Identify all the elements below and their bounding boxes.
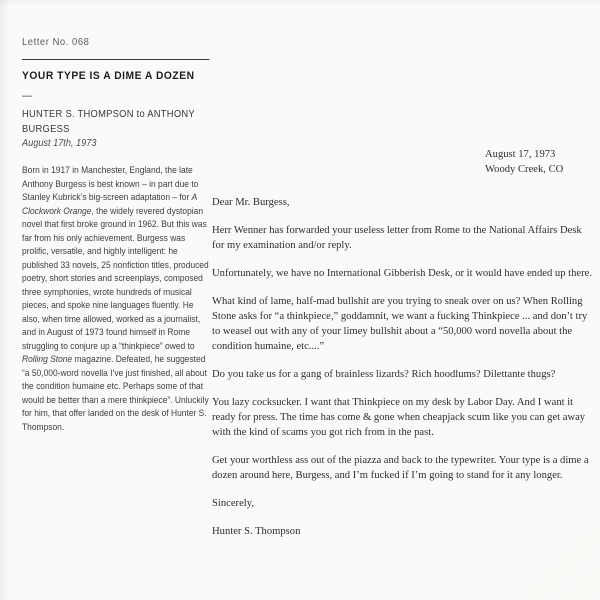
letter-paragraph: You lazy cocksucker. I want that Thinkpiece on my desk by Labor Day. And I want it ready for press. The time has come & gone when cheapjack scum like you can get away with the kind of scams you got rich from in the past. xyxy=(212,397,586,438)
letter-title: YOUR TYPE IS A DIME A DOZEN xyxy=(22,70,195,82)
letter-date: August 17, 1973 xyxy=(485,149,556,160)
letter-sidebar xyxy=(22,36,209,433)
correspondents: HUNTER S. THOMPSON to ANTHONY BURGESS xyxy=(22,109,195,135)
letter-paragraph: Unfortunately, we have no International Gibberish Desk, or it would have ended up there. xyxy=(212,268,592,279)
bio-magazine-title: Rolling Stone xyxy=(22,353,73,364)
letter-dateline xyxy=(485,147,594,177)
letter-paragraph: Do you take us for a gang of brainless lizards? Rich hoodlums? Dilettante thugs? xyxy=(212,369,556,380)
salutation: Dear Mr. Burgess, xyxy=(212,197,290,208)
signature: Hunter S. Thompson xyxy=(212,526,301,537)
letter-paragraph: What kind of lame, half-mad bullshit are you trying to sneak over on us? When Rolling Stone asks for “a thinkpiece,” goddamnit, we want a fucking Thinkpiece ... and don’t try to weasel out with any of your limey bullshit about a “50,000 word novella about the condition humaine, etc....” xyxy=(212,296,588,352)
title-dash: — xyxy=(22,90,32,102)
bio-text xyxy=(22,163,209,433)
sidebar-letter-date: August 17th, 1973 xyxy=(22,138,97,149)
bio-segment: , the widely revered dystopian novel that first broke ground in 1962. But this was far from his only achievement. Burgess was prolific, versatile, and highly intelligent: he published 33 novels, 25 nonfiction titles, produced poetry, short stories and screenplays, composed three symphonies, wrote hundreds of musical pieces, and spoke nine languages fluently. He also, when time allowed, worked as a journalist, and in August of 1973 found himself in Rome struggling to conjure up a “thinkpiece” owed to xyxy=(22,204,209,351)
sidebar-rule xyxy=(22,59,209,60)
letter-body xyxy=(212,147,594,552)
signoff: Sincerely, xyxy=(212,498,254,509)
bio-book-title: A Clockwork Orange xyxy=(22,191,197,216)
letter-paragraph: Get your worthless ass out of the piazza and back to the typewriter. Your type is a dime a dozen around here, Burgess, and I’m fucked if I’m going to stand for it any longer. xyxy=(212,455,589,481)
letter-location: Woody Creek, CO xyxy=(485,164,564,175)
bio-segment: Born in 1917 in Manchester, England, the late Anthony Burgess is best known – in part due to Stanley Kubrick’s big-screen adaptation – for xyxy=(22,164,199,202)
bio-segment: magazine. Defeated, he suggested “a 50,000-word novella I’ve just finished, all about the condition humaine etc. Perhaps some of that would be better than a mere thinkpiece”. Unluckily for him, that offer landed on the desk of Hunter S. Thompson. xyxy=(22,353,209,432)
letter-paragraph: Herr Wenner has forwarded your useless letter from Rome to the National Affairs Desk for my examination and/or reply. xyxy=(212,225,582,251)
letter-number: Letter No. 068 xyxy=(22,36,90,48)
